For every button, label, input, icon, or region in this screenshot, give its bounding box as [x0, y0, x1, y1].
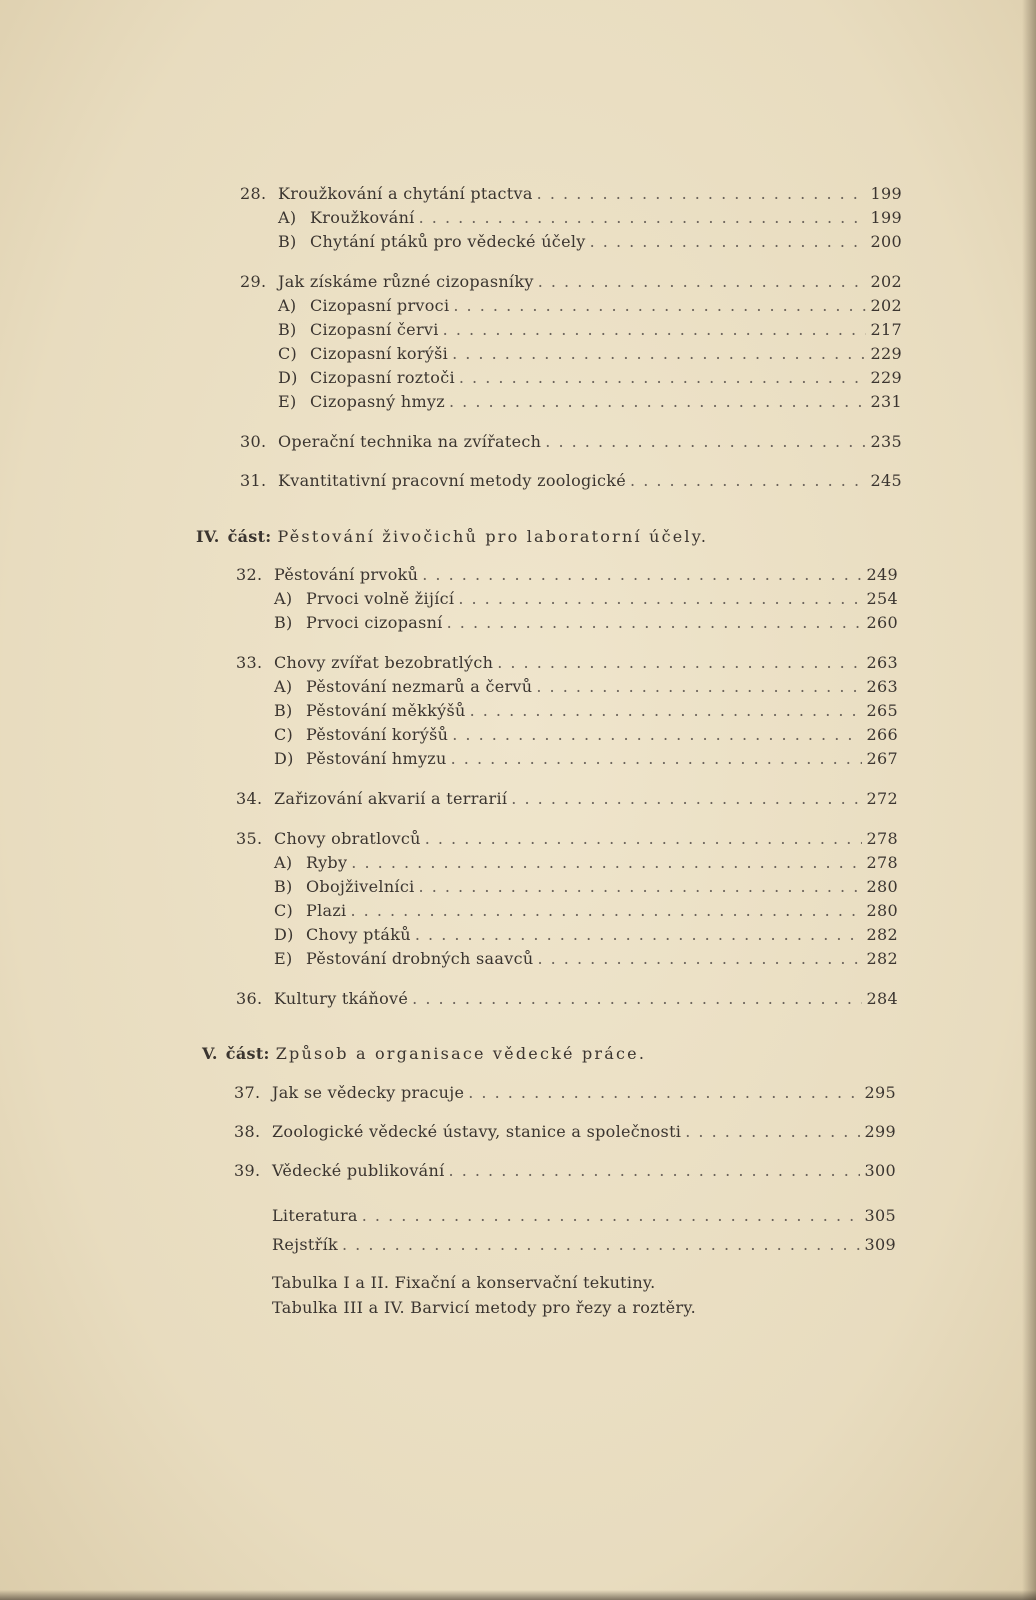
- toc-entry: [236, 852, 898, 874]
- toc-entry: [240, 231, 902, 253]
- dot-leader: [415, 924, 862, 946]
- dot-leader: [425, 828, 862, 850]
- chapter-number: 34.: [236, 789, 263, 808]
- page-number: 267: [866, 749, 898, 768]
- section-letter: A): [278, 296, 297, 315]
- chapter-number: 35.: [236, 829, 263, 848]
- part-label: část:: [225, 1044, 270, 1063]
- section-letter: A): [278, 208, 297, 227]
- part-numeral: V.: [202, 1044, 218, 1063]
- chapter-number: 37.: [234, 1083, 261, 1102]
- dot-leader: [452, 343, 866, 365]
- entry-title: Pěstování měkkýšů: [306, 701, 466, 720]
- page-number: 282: [866, 949, 898, 968]
- part-heading-5: [202, 1042, 646, 1066]
- entry-title: Cizopasní korýši: [310, 344, 449, 363]
- entry-title: Kultury tkáňové: [274, 989, 409, 1008]
- entry-title: Pěstování nezmarů a červů: [306, 677, 533, 696]
- toc-entry: [240, 470, 902, 492]
- page-number: 284: [866, 989, 898, 1008]
- page-number: 278: [866, 829, 898, 848]
- dot-leader: [342, 1234, 860, 1256]
- chapter-number: 32.: [236, 565, 263, 584]
- section-letter: E): [274, 949, 293, 968]
- page-number: 305: [864, 1206, 896, 1225]
- section-letter: C): [274, 725, 294, 744]
- section-letter: C): [274, 901, 294, 920]
- toc-entry: [236, 876, 898, 898]
- entry-title: Kroužkování a chytání ptactva: [278, 184, 533, 203]
- entry-title: Obojživelníci: [306, 877, 415, 896]
- dot-leader: [497, 652, 862, 674]
- entry-title: Jak se vědecky pracuje: [272, 1083, 465, 1102]
- chapter-number: 36.: [236, 989, 263, 1008]
- chapter-number: 38.: [234, 1122, 261, 1141]
- dot-leader: [590, 231, 866, 253]
- page-number: 200: [870, 232, 902, 251]
- toc-entry: [236, 724, 898, 746]
- toc-entry: [236, 988, 898, 1010]
- entry-title: Zoologické vědecké ústavy, stanice a společnosti: [272, 1122, 682, 1141]
- part-numeral: IV.: [196, 527, 220, 546]
- section-letter: D): [274, 749, 294, 768]
- dot-leader: [537, 183, 866, 205]
- dot-leader: [422, 564, 862, 586]
- entry-title: Pěstování drobných saavců: [306, 949, 534, 968]
- chapter-number: 30.: [240, 432, 267, 451]
- toc-entry: [234, 1082, 896, 1104]
- entry-title: Rejstřík: [272, 1235, 338, 1254]
- dot-leader: [412, 988, 862, 1010]
- toc-entry: [236, 788, 898, 810]
- page-number: 229: [870, 368, 902, 387]
- section-letter: B): [274, 701, 293, 720]
- dot-leader: [350, 900, 862, 922]
- page-number: 254: [866, 589, 898, 608]
- dot-leader: [452, 724, 862, 746]
- toc-entry: [272, 1205, 896, 1227]
- chapter-number: 31.: [240, 471, 267, 490]
- toc-entry: [236, 948, 898, 970]
- page-number: 235: [870, 432, 902, 451]
- toc-entry: [240, 271, 902, 293]
- entry-title: Kvantitativní pracovní metody zoologické: [278, 471, 627, 490]
- section-letter: B): [274, 877, 293, 896]
- part-title: Způsob a organisace vědecké práce.: [275, 1044, 647, 1063]
- entry-title: Vědecké publikování: [272, 1161, 445, 1180]
- entry-title: Chovy obratlovců: [274, 829, 421, 848]
- toc-entry: [240, 367, 902, 389]
- page-number: 299: [864, 1122, 896, 1141]
- entry-title: Prvoci cizopasní: [306, 613, 443, 632]
- dot-leader: [419, 876, 862, 898]
- dot-leader: [545, 431, 866, 453]
- dot-leader: [511, 788, 862, 810]
- entry-title: Pěstování hmyzu: [306, 749, 447, 768]
- toc-entry: [236, 700, 898, 722]
- section-letter: C): [278, 344, 298, 363]
- dot-leader: [470, 700, 862, 722]
- toc-entry: [240, 343, 902, 365]
- page-number: 263: [866, 677, 898, 696]
- page-number: 265: [866, 701, 898, 720]
- dot-leader: [453, 295, 866, 317]
- entry-title: Cizopasní roztoči: [310, 368, 455, 387]
- toc-entry: [272, 1234, 896, 1256]
- part-title: Pěstování živočichů pro laboratorní účely.: [277, 527, 709, 546]
- chapter-number: 39.: [234, 1161, 261, 1180]
- page-number: 260: [866, 613, 898, 632]
- dot-leader: [447, 612, 862, 634]
- entry-title: Chovy ptáků: [306, 925, 411, 944]
- dot-leader: [685, 1121, 860, 1143]
- toc-entry: [240, 295, 902, 317]
- toc-entry: [240, 319, 902, 341]
- dot-leader: [443, 319, 866, 341]
- toc-entry: [236, 828, 898, 850]
- dot-leader: [362, 1205, 860, 1227]
- page-number: 249: [866, 565, 898, 584]
- page-number: 280: [866, 901, 898, 920]
- dot-leader: [419, 207, 866, 229]
- entry-title: Zařizování akvarií a terrarií: [274, 789, 508, 808]
- page-number: 245: [870, 471, 902, 490]
- entry-title: Pěstování korýšů: [306, 725, 449, 744]
- chapter-number: 28.: [240, 184, 267, 203]
- entry-title: Plazi: [306, 901, 347, 920]
- dot-leader: [451, 748, 862, 770]
- page-number: 229: [870, 344, 902, 363]
- page-number: 199: [870, 184, 902, 203]
- entry-title: Cizopasní prvoci: [310, 296, 450, 315]
- dot-leader: [536, 676, 862, 698]
- toc-entry: [236, 924, 898, 946]
- dot-leader: [538, 271, 866, 293]
- toc-entry: [240, 391, 902, 413]
- toc-entry: [236, 588, 898, 610]
- page-number: 282: [866, 925, 898, 944]
- entry-title: Chytání ptáků pro vědecké účely: [310, 232, 586, 251]
- entry-title: Operační technika na zvířatech: [278, 432, 542, 451]
- page-number: 199: [870, 208, 902, 227]
- section-letter: A): [274, 677, 293, 696]
- dot-leader: [449, 1160, 860, 1182]
- page-number: 280: [866, 877, 898, 896]
- entry-title: Kroužkování: [310, 208, 415, 227]
- page-number: 202: [870, 296, 902, 315]
- part-heading-4: [196, 525, 708, 549]
- dot-leader: [351, 852, 862, 874]
- toc-entry: [236, 748, 898, 770]
- page-number: 300: [864, 1161, 896, 1180]
- page-number: 266: [866, 725, 898, 744]
- section-letter: E): [278, 392, 297, 411]
- part-label: část:: [227, 527, 272, 546]
- page-number: 202: [870, 272, 902, 291]
- section-letter: D): [274, 925, 294, 944]
- page-number: 309: [864, 1235, 896, 1254]
- toc-entry: [240, 431, 902, 453]
- page-number: 272: [866, 789, 898, 808]
- entry-title: Jak získáme různé cizopasníky: [278, 272, 534, 291]
- dot-leader: [458, 588, 862, 610]
- entry-title: Pěstování prvoků: [274, 565, 419, 584]
- entry-title: Cizopasní červi: [310, 320, 439, 339]
- dot-leader: [537, 948, 862, 970]
- toc-entry: [234, 1121, 896, 1143]
- section-letter: A): [274, 589, 293, 608]
- toc-entry: [236, 612, 898, 634]
- section-letter: A): [274, 853, 293, 872]
- page-number: 295: [864, 1083, 896, 1102]
- chapter-number: 29.: [240, 272, 267, 291]
- appendix-table-line: Tabulka I a II. Fixační a konservační tekutiny.: [272, 1273, 656, 1292]
- page-number: 231: [870, 392, 902, 411]
- entry-title: Ryby: [306, 853, 348, 872]
- appendix-table-line: Tabulka III a IV. Barvicí metody pro řezy a roztěry.: [272, 1298, 696, 1317]
- entry-title: Prvoci volně žijící: [306, 589, 455, 608]
- toc-entry: [236, 676, 898, 698]
- page-number: 263: [866, 653, 898, 672]
- toc-entry: [240, 207, 902, 229]
- entry-title: Chovy zvířat bezobratlých: [274, 653, 494, 672]
- section-letter: B): [278, 320, 297, 339]
- toc-entry: [240, 183, 902, 205]
- entry-title: Literatura: [272, 1206, 358, 1225]
- toc-entry: [236, 564, 898, 586]
- dot-leader: [459, 367, 866, 389]
- section-letter: B): [278, 232, 297, 251]
- dot-leader: [630, 470, 866, 492]
- entry-title: Cizopasný hmyz: [310, 392, 445, 411]
- section-letter: D): [278, 368, 298, 387]
- dot-leader: [468, 1082, 860, 1104]
- section-letter: B): [274, 613, 293, 632]
- toc-entry: [234, 1160, 896, 1182]
- chapter-number: 33.: [236, 653, 263, 672]
- toc-entry: [236, 900, 898, 922]
- dot-leader: [449, 391, 866, 413]
- page-number: 278: [866, 853, 898, 872]
- toc-entry: [236, 652, 898, 674]
- page-number: 217: [870, 320, 902, 339]
